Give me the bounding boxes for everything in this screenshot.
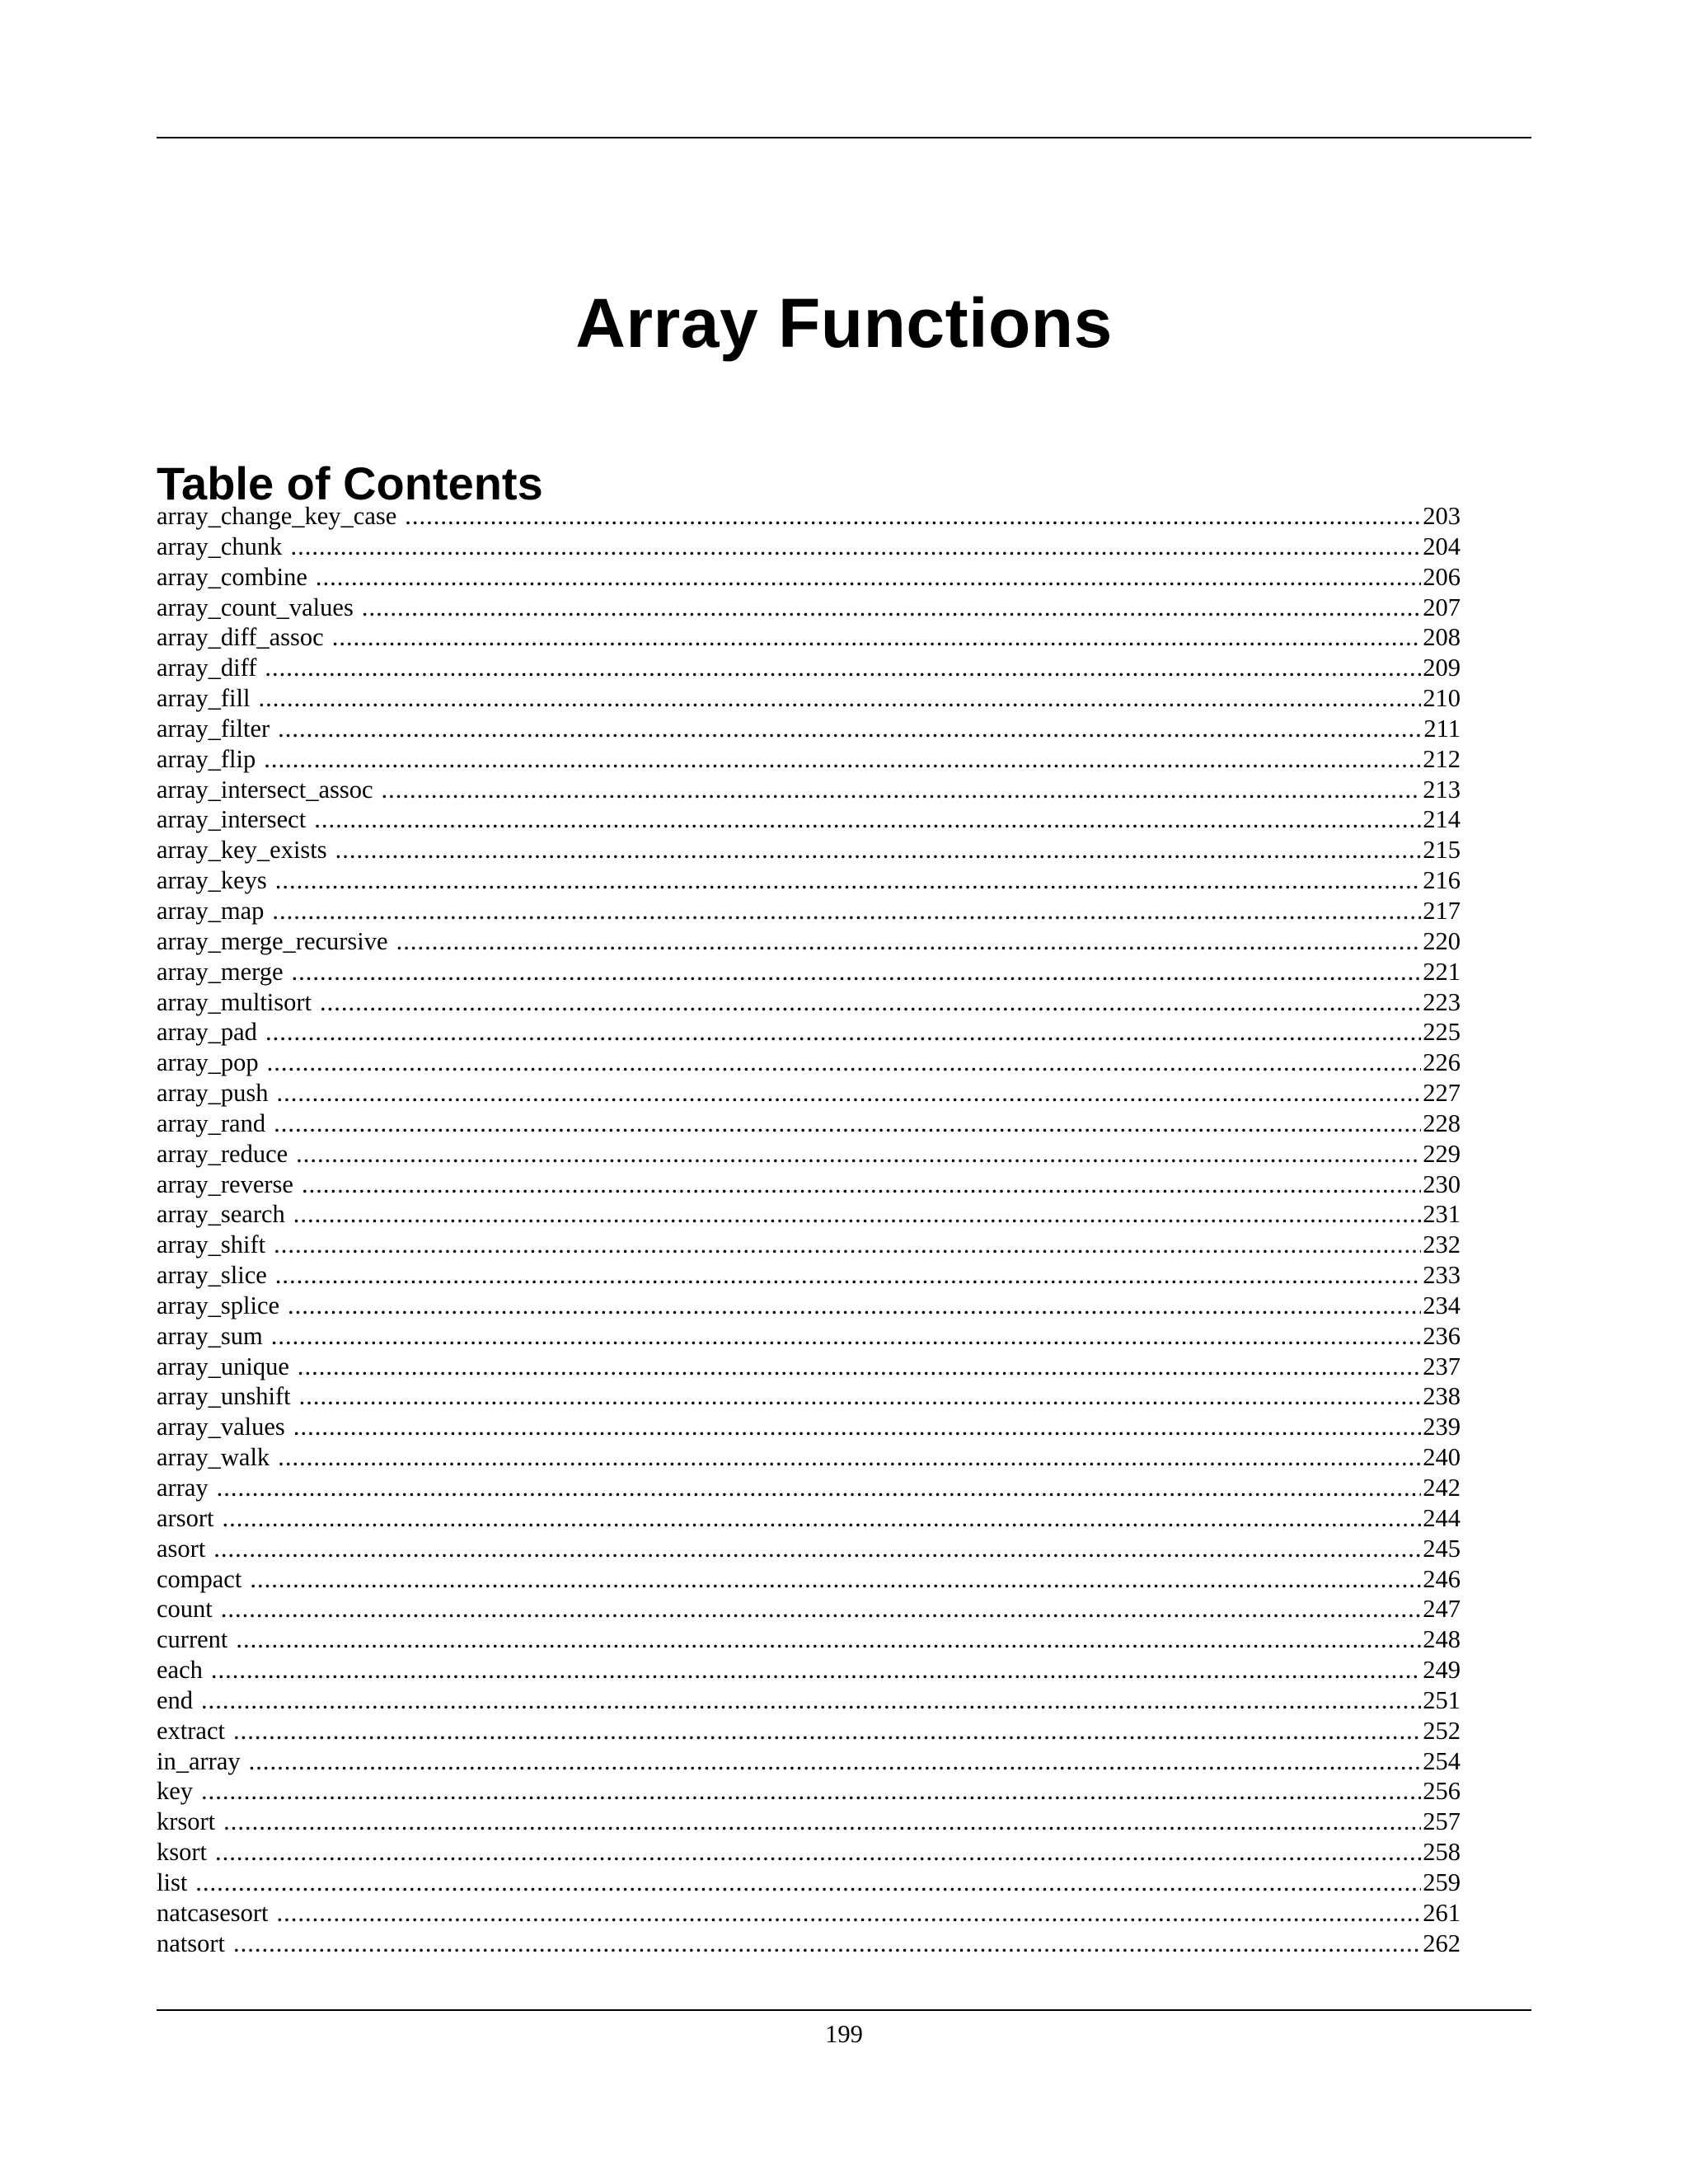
toc-dot-leader <box>221 1594 1421 1624</box>
toc-entry-page: 227 <box>1423 1079 1461 1108</box>
toc-entry[interactable] <box>157 593 1461 623</box>
toc-entry[interactable] <box>157 653 1461 683</box>
toc-entry-page: 242 <box>1423 1474 1461 1502</box>
toc-entry-page: 220 <box>1423 926 1461 955</box>
toc-entry-page: 221 <box>1423 957 1461 986</box>
toc-entry[interactable] <box>157 1047 1461 1078</box>
toc-entry-page: 223 <box>1423 987 1461 1016</box>
toc-entry-name: each <box>157 1656 203 1685</box>
toc-entry-name: array_change_key_case <box>157 502 397 530</box>
toc-entry-page: 203 <box>1423 502 1461 530</box>
toc-entry-page: 244 <box>1423 1503 1461 1532</box>
toc-entry-page: 237 <box>1423 1352 1461 1380</box>
toc-entry-page: 226 <box>1423 1048 1461 1077</box>
toc-entry-name: array_rand <box>157 1108 266 1137</box>
toc-dot-leader <box>277 1078 1422 1108</box>
toc-entry-name: array_filter <box>157 714 270 743</box>
toc-entry-name: natsort <box>157 1929 226 1957</box>
toc-entry[interactable] <box>157 926 1461 957</box>
toc-entry-name: array_key_exists <box>157 836 327 865</box>
toc-dot-leader <box>250 1564 1421 1595</box>
toc-entry[interactable] <box>157 622 1461 653</box>
toc-entry[interactable] <box>157 1199 1461 1230</box>
toc-dot-leader <box>296 1139 1421 1169</box>
toc-entry[interactable] <box>157 683 1461 714</box>
toc-entry[interactable] <box>157 714 1461 744</box>
toc-dot-leader <box>233 1716 1421 1746</box>
toc-entry-name: array_pop <box>157 1048 259 1077</box>
toc-dot-leader <box>258 683 1421 714</box>
toc-entry-page: 216 <box>1423 866 1461 895</box>
toc-dot-leader <box>275 1260 1421 1291</box>
toc-entry-page: 210 <box>1423 684 1461 713</box>
toc-dot-leader <box>272 896 1421 926</box>
toc-dot-leader <box>382 775 1422 805</box>
toc-dot-leader <box>233 1929 1421 1959</box>
toc-entry-name: array_push <box>157 1079 269 1108</box>
toc-entry[interactable] <box>157 1868 1461 1898</box>
toc-entry-name: array_count_values <box>157 593 354 621</box>
toc-entry-page: 207 <box>1423 593 1461 621</box>
toc-entry-page: 233 <box>1423 1261 1461 1290</box>
toc-entry-name: array_walk <box>157 1443 270 1472</box>
toc-dot-leader <box>264 744 1421 775</box>
toc-entry[interactable] <box>157 1837 1461 1868</box>
toc-dot-leader <box>290 532 1421 562</box>
toc-entry[interactable] <box>157 1929 1461 1959</box>
toc-dot-leader <box>265 1017 1421 1047</box>
toc-entry-page: 240 <box>1423 1443 1461 1472</box>
toc-dot-leader <box>320 987 1421 1018</box>
toc-entry-name: krsort <box>157 1807 216 1836</box>
toc-entry-name: extract <box>157 1716 225 1745</box>
toc-entry-name: array_diff <box>157 654 257 682</box>
toc-entry-name: array_intersect_assoc <box>157 775 373 804</box>
toc-dot-leader <box>267 1047 1422 1078</box>
toc-entry-name: array_unique <box>157 1352 289 1380</box>
toc-dot-leader <box>316 562 1421 593</box>
toc-entry-name: compact <box>157 1564 242 1593</box>
toc-dot-leader <box>396 926 1422 957</box>
toc-entry[interactable] <box>157 1442 1461 1473</box>
toc-entry-name: array_reduce <box>157 1139 288 1168</box>
toc-entry-page: 215 <box>1423 836 1461 865</box>
toc-dot-leader <box>249 1746 1422 1777</box>
toc-entry[interactable] <box>157 896 1461 926</box>
toc-entry[interactable] <box>157 1534 1461 1564</box>
toc-entry[interactable] <box>157 1564 1461 1595</box>
toc-entry-name: array_shift <box>157 1230 266 1259</box>
toc-dot-leader <box>278 714 1422 744</box>
toc-entry[interactable] <box>157 1381 1461 1412</box>
toc-dot-leader <box>274 1108 1421 1139</box>
footer-rule <box>157 2009 1531 2011</box>
toc-entry-page: 206 <box>1423 562 1461 591</box>
header-rule <box>157 137 1531 138</box>
toc-entry-page: 256 <box>1423 1777 1461 1806</box>
toc-entry-page: 212 <box>1423 744 1461 773</box>
toc-dot-leader <box>236 1624 1421 1655</box>
toc-entry[interactable] <box>157 804 1461 835</box>
toc-entry[interactable] <box>157 957 1461 987</box>
toc-entry-page: 225 <box>1423 1018 1461 1047</box>
toc-dot-leader <box>223 1807 1421 1837</box>
toc-entry-page: 239 <box>1423 1413 1461 1441</box>
toc-entry-name: asort <box>157 1534 206 1563</box>
toc-dot-leader <box>335 835 1422 865</box>
toc-dot-leader <box>405 501 1421 532</box>
toc-entry[interactable] <box>157 1017 1461 1047</box>
toc-entry-name: array_values <box>157 1413 285 1441</box>
toc-entry-name: array_fill <box>157 684 251 713</box>
toc-entry[interactable] <box>157 1776 1461 1807</box>
toc-dot-leader <box>288 1291 1421 1321</box>
toc-dot-leader <box>201 1776 1421 1807</box>
toc-dot-leader <box>299 1381 1422 1412</box>
toc-entry[interactable] <box>157 835 1461 865</box>
toc-entry-name: array_chunk <box>157 532 283 560</box>
toc-entry[interactable] <box>157 1078 1461 1108</box>
toc-entry-name: array_slice <box>157 1261 267 1290</box>
toc-entry[interactable] <box>157 1139 1461 1169</box>
toc-entry[interactable] <box>157 865 1461 896</box>
toc-entry-page: 236 <box>1423 1321 1461 1350</box>
toc-dot-leader <box>293 1412 1421 1442</box>
toc-entry[interactable] <box>157 1624 1461 1655</box>
toc-dot-leader <box>292 957 1422 987</box>
toc-entry-page: 249 <box>1423 1656 1461 1685</box>
toc-entry-page: 246 <box>1423 1564 1461 1593</box>
toc-entry[interactable] <box>157 1321 1461 1352</box>
toc-entry-page: 258 <box>1423 1838 1461 1867</box>
toc-entry-page: 251 <box>1423 1685 1461 1714</box>
toc-dot-leader <box>298 1352 1421 1382</box>
chapter-title: Array Functions <box>575 284 1113 363</box>
toc-dot-leader <box>195 1868 1421 1898</box>
toc-dot-leader <box>278 1442 1421 1473</box>
toc-list <box>157 501 1461 1959</box>
toc-entry-name: array_diff_assoc <box>157 623 324 652</box>
toc-entry-page: 262 <box>1423 1929 1461 1957</box>
toc-dot-leader <box>213 1534 1421 1564</box>
toc-dot-leader <box>222 1503 1421 1534</box>
toc-entry-name: array_reverse <box>157 1169 293 1198</box>
toc-entry[interactable] <box>157 987 1461 1018</box>
toc-entry-name: array_unshift <box>157 1382 291 1411</box>
toc-entry[interactable] <box>157 1685 1461 1716</box>
toc-entry-name: array_search <box>157 1200 285 1229</box>
toc-entry-name: current <box>157 1625 228 1654</box>
toc-entry-name: array_merge_recursive <box>157 926 388 955</box>
toc-dot-leader <box>265 653 1421 683</box>
toc-heading: Table of Contents <box>157 457 543 510</box>
toc-entry-name: end <box>157 1685 194 1714</box>
toc-entry-page: 234 <box>1423 1291 1461 1319</box>
toc-entry-page: 252 <box>1423 1716 1461 1745</box>
toc-entry[interactable] <box>157 1169 1461 1200</box>
toc-dot-leader <box>277 1898 1422 1929</box>
toc-entry[interactable] <box>157 1655 1461 1685</box>
toc-entry-page: 209 <box>1423 654 1461 682</box>
toc-entry[interactable] <box>157 775 1461 805</box>
toc-entry-name: array_map <box>157 896 265 925</box>
toc-entry-name: array_keys <box>157 866 267 895</box>
toc-dot-leader <box>362 593 1421 623</box>
toc-entry-name: ksort <box>157 1838 207 1867</box>
toc-dot-leader <box>211 1655 1421 1685</box>
toc-entry-page: 248 <box>1423 1625 1461 1654</box>
toc-entry-page: 247 <box>1423 1595 1461 1624</box>
toc-entry[interactable] <box>157 1746 1461 1777</box>
toc-entry-name: count <box>157 1595 213 1624</box>
toc-entry-page: 229 <box>1423 1139 1461 1168</box>
toc-entry-name: array_multisort <box>157 987 312 1016</box>
toc-entry[interactable] <box>157 501 1461 532</box>
toc-entry-name: array_intersect <box>157 805 307 834</box>
toc-entry-name: list <box>157 1868 188 1896</box>
toc-entry[interactable] <box>157 1260 1461 1291</box>
toc-dot-leader <box>201 1685 1421 1716</box>
toc-entry-page: 214 <box>1423 805 1461 834</box>
toc-entry-name: array <box>157 1474 209 1502</box>
toc-entry[interactable] <box>157 1594 1461 1624</box>
toc-dot-leader <box>332 622 1422 653</box>
toc-entry-page: 254 <box>1423 1746 1461 1775</box>
toc-entry[interactable] <box>157 1503 1461 1534</box>
toc-entry-page: 213 <box>1423 775 1461 804</box>
toc-entry[interactable] <box>157 1412 1461 1442</box>
toc-dot-leader <box>215 1837 1421 1868</box>
toc-dot-leader <box>314 804 1421 835</box>
page-number: 199 <box>825 2020 863 2048</box>
toc-entry-page: 231 <box>1423 1200 1461 1229</box>
toc-entry[interactable] <box>157 1716 1461 1746</box>
toc-entry[interactable] <box>157 1807 1461 1837</box>
toc-entry-name: arsort <box>157 1503 214 1532</box>
toc-entry-page: 204 <box>1423 532 1461 560</box>
toc-entry[interactable] <box>157 1108 1461 1139</box>
toc-entry-page: 245 <box>1423 1534 1461 1563</box>
toc-entry-name: in_array <box>157 1746 241 1775</box>
toc-entry-page: 259 <box>1423 1868 1461 1896</box>
toc-entry[interactable] <box>157 1473 1461 1503</box>
toc-entry-name: array_merge <box>157 957 284 986</box>
toc-entry[interactable] <box>157 744 1461 775</box>
toc-entry-page: 208 <box>1423 623 1461 652</box>
toc-entry[interactable] <box>157 532 1461 562</box>
toc-entry-name: array_sum <box>157 1321 263 1350</box>
toc-dot-leader <box>302 1169 1421 1200</box>
toc-entry[interactable] <box>157 1230 1461 1260</box>
toc-entry[interactable] <box>157 1352 1461 1382</box>
toc-dot-leader <box>275 865 1421 896</box>
toc-entry-page: 230 <box>1423 1169 1461 1198</box>
toc-dot-leader <box>271 1321 1422 1352</box>
toc-entry-name: natcasesort <box>157 1898 269 1927</box>
toc-entry-page: 232 <box>1423 1230 1461 1259</box>
toc-entry-page: 261 <box>1423 1898 1461 1927</box>
toc-dot-leader <box>274 1230 1421 1260</box>
toc-entry-page: 228 <box>1423 1108 1461 1137</box>
toc-entry[interactable] <box>157 1291 1461 1321</box>
toc-entry[interactable] <box>157 562 1461 593</box>
toc-dot-leader <box>217 1473 1422 1503</box>
toc-entry-page: 211 <box>1423 714 1461 743</box>
toc-dot-leader <box>293 1199 1421 1230</box>
toc-entry-name: array_splice <box>157 1291 280 1319</box>
toc-entry-name: array_combine <box>157 562 307 591</box>
toc-entry-name: array_pad <box>157 1018 257 1047</box>
toc-entry[interactable] <box>157 1898 1461 1929</box>
toc-entry-page: 238 <box>1423 1382 1461 1411</box>
toc-entry-page: 257 <box>1423 1807 1461 1836</box>
toc-entry-page: 217 <box>1423 896 1461 925</box>
toc-entry-name: array_flip <box>157 744 256 773</box>
toc-entry-name: key <box>157 1777 194 1806</box>
